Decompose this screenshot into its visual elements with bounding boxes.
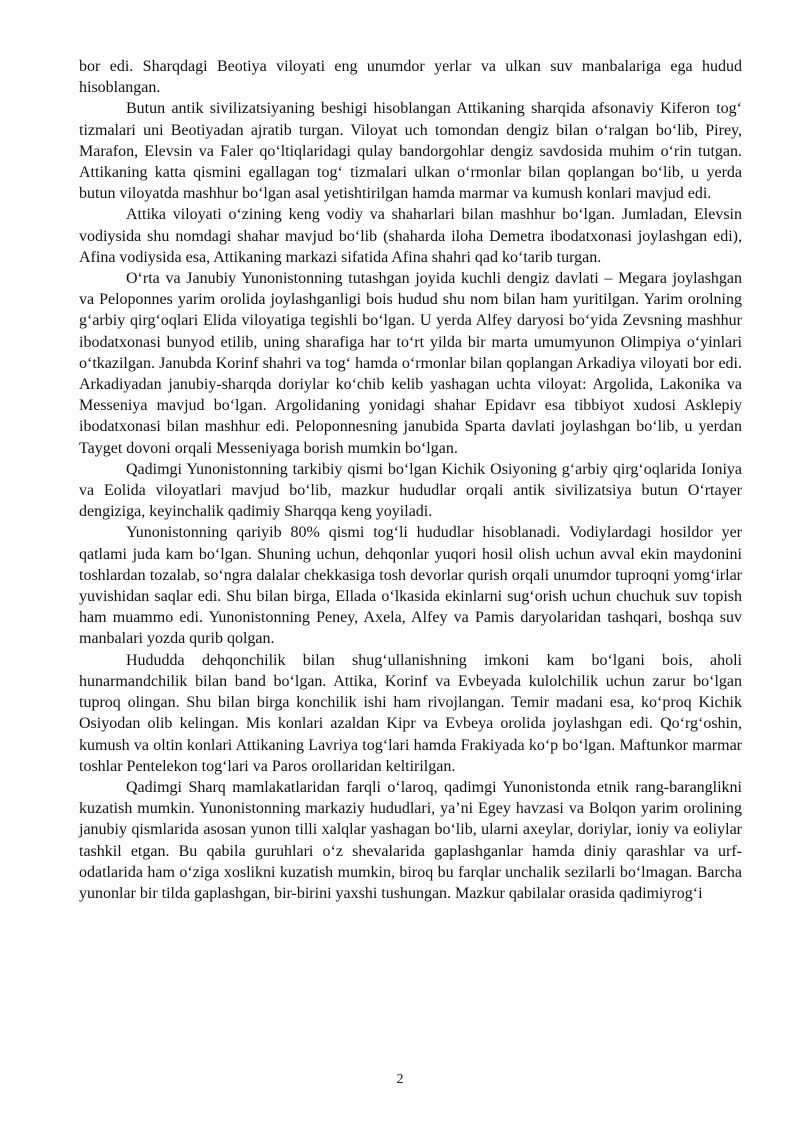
paragraph-7: Hududda dehqonchilik bilan shug‘ullanishning imkoni kam bo‘lgani bois, aholi hunarmandchilik bilan band bo‘lgan. Attika, Korinf va Evbeyada kulolchilik uchun zarur bo‘lgan tuproq olingan. Shu bilan birga konchilik ishi ham rivojlangan. Temir madani esa, ko‘proq Kichik Osiyodan olib kelingan. Mis konlari azaldan Kipr va Evbeya orolida joylashgan edi. Qo‘rg‘oshin, kumush va oltin konlari Attikaning Lavriya tog‘lari hamda Frakiyada ko‘p bo‘lgan. Maftunkor marmar toshlar Pentelekon tog‘lari va Paros orollaridan keltirilgan. [79,651,742,775]
page-number: 2 [396,1072,404,1087]
paragraph-4: O‘rta va Janubiy Yunonistonning tutashgan joyida kuchli dengiz davlati – Megara joylashgan va Peloponnes yarim orolida joylashganligi bois hudud shu nom bilan ham yuritilgan. Yarim orolning g‘arbiy qirg‘oqlari Elida viloyatiga tegishli bo‘lgan. U yerda Alfey daryosi bo‘yida Zevsning mashhur ibodatxonasi bunyod etilib, uning sharafiga har to‘rt yilda bir marta umumyunon Olimpiya o‘yinlari o‘tkazilgan. Janubda Korinf shahri va tog‘ hamda o‘rmonlar bilan qoplangan Arkadiya viloyati bor edi. Arkadiyadan janubiy-sharqda doriylar ko‘chib kelib yashagan uchta viloyat: Argolida, Lakonika va Messeniya mavjud bo‘lgan. Argolidaning yonidagi shahar Epidavr esa tibbiyot xudosi Asklepiy ibodatxonasi bilan mashhur edi. Peloponnesning janubida Sparta davlati joylashgan bo‘lib, u yerdan Tayget dovoni orqali Messeniyaga borish mumkin bo‘lgan. [79,270,742,457]
paragraph-3: Attika viloyati o‘zining keng vodiy va shaharlari bilan mashhur bo‘lgan. Jumladan, Elevsin vodiysida shu nomdagi shahar mavjud bo‘lib (shaharda iloha Demetra ibodatxonasi joylashgan edi), Afina vodiysida esa, Attikaning markazi sifatida Afina shahri qad ko‘tarib turgan. [79,206,742,266]
paragraph-1: bor edi. Sharqdagi Beotiya viloyati eng unumdor yerlar va ulkan suv manbalariga ega hudud hisoblangan. [79,58,742,97]
paragraph-5: Qadimgi Yunonistonning tarkibiy qismi bo‘lgan Kichik Osiyoning g‘arbiy qirg‘oqlarida Ioniya va Eolida viloyatlari mavjud bo‘lib, mazkur hududlar orqali antik sivilizatsiya butun O‘rtayer dengiziga, keyinchalik qadimiy Sharqqa keng yoyiladi. [79,460,742,521]
document-body [79,56,742,904]
paragraph-6: Yunonistonning qariyib 80% qismi tog‘li hududlar hisoblanadi. Vodiylardagi hosildor yer qatlami juda kam bo‘lgan. Shuning uchun, dehqonlar yuqori hosil olish uchun avval ekin maydonini toshlardan tozalab, so‘ngra dalalar chekkasiga tosh devorlar qurish orqali unumdor tuproqni yomg‘irlar yuvishidan saqlar edi. Shu bilan birga, Ellada o‘lkasida ekinlarni sug‘orish uchun chuchuk suv topish ham muammo edi. Yunonistonning Peney, Axela, Alfey va Pamis daryolaridan tashqari, boshqa suv manbalari yozda qurib qolgan. [79,524,742,648]
paragraph-2: Butun antik sivilizatsiyaning beshigi hisoblangan Attikaning sharqida afsonaviy Kiferon tog‘ tizmalari uni Beotiyadan ajratib turgan. Viloyat uch tomondan dengiz bilan o‘ralgan bo‘lib, Pirey, Marafon, Elevsin va Faler qo‘ltiqlaridagi qulay bandorgohlar dengiz savdosida muhim o‘rin tutgan. Attikaning katta qismini egallagan tog‘ tizmalari ulkan o‘rmonlar bilan qoplangan bo‘lib, u yerda butun viloyatda mashhur bo‘lgan asal yetishtirilgan hamda marmar va kumush konlari mavjud edi. [79,100,742,203]
paragraph-8: Qadimgi Sharq mamlakatlaridan farqli o‘laroq, qadimgi Yunonistonda etnik rang-baranglikni kuzatish mumkin. Yunonistonning markaziy hududlari, ya’ni Egey havzasi va Bolqon yarim orolining janubiy qismlarida asosan yunon tilli xalqlar yashagan bo‘lib, ularni axeylar, doriylar, ioniy va eoliylar tashkil etgan. Bu qabila guruhlari o‘z shevalarida gaplashganlar hamda diniy qarashlar va urf-odatlarida ham o‘ziga xoslikni kuzatish mumkin, biroq bu farqlar unchalik sezilarli bo‘lmagan. Barcha yunonlar bir tilda gaplashgan, bir-birini yaxshi tushungan. Mazkur qabilalar orasida qadimiyrog‘i [79,778,742,902]
